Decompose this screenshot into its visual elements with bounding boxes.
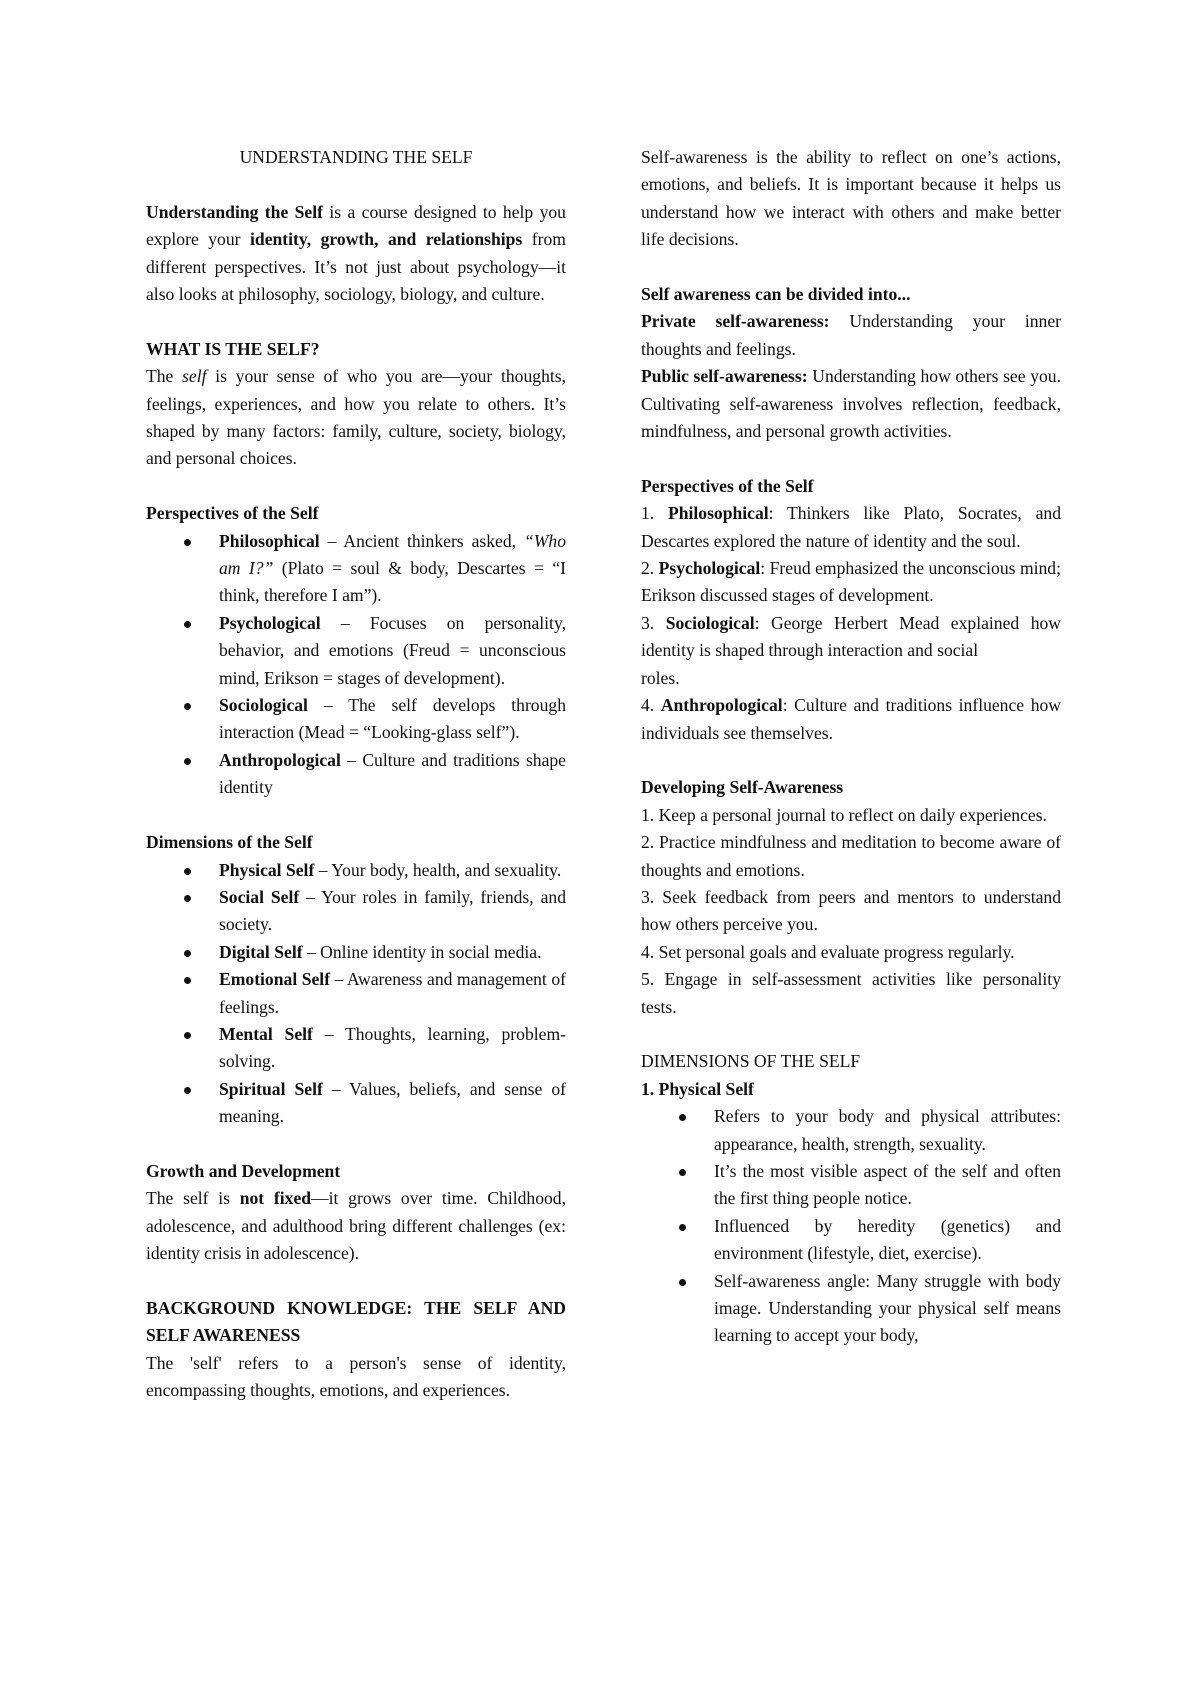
item-term: Philosophical — [219, 530, 320, 551]
growth-text-1: The self is — [146, 1188, 240, 1209]
bullet-icon — [184, 621, 191, 628]
item-text: Influenced by heredity (genetics) and environment (lifestyle, diet, exercise). — [714, 1215, 1061, 1264]
physical-self-heading: 1. Physical Self — [641, 1078, 754, 1099]
what-text-2: is your sense of who you are—your thoughts, feelings, experiences, and how you relate to others. It’s shaped by many factors: family, culture, society, biology, and personal choices. — [146, 366, 566, 469]
background-paragraph: The 'self' refers to a person's sense of identity, encompassing thoughts, emotions, and experiences. — [146, 1352, 566, 1401]
intro-text-1: is a course designed to help you explore your — [146, 201, 566, 250]
bullet-icon — [679, 1169, 686, 1176]
numbered-item: 4. Set personal goals and evaluate progress regularly. — [641, 941, 1015, 962]
item-term: Sociological — [665, 612, 755, 633]
developing-heading: Developing Self-Awareness — [641, 777, 844, 798]
growth-paragraph — [146, 1185, 566, 1267]
item-text: – Awareness and management of feelings. — [219, 969, 566, 1017]
numbered-item: 5. Engage in self-assessment activities like personality tests. — [641, 969, 1061, 1017]
list-item — [146, 1076, 566, 1131]
dimensions-of-self-heading: DIMENSIONS OF THE SELF — [641, 1051, 861, 1072]
item-text: – Focuses on personality, behavior, and emotions (Freud = unconscious mind, Erikson = stages of development). — [219, 612, 566, 688]
what-is-self-heading: WHAT IS THE SELF? — [146, 338, 320, 359]
item-text: Refers to your body and physical attributes: appearance, health, strength, sexuality. — [714, 1106, 1061, 1154]
list-item — [146, 939, 566, 966]
item-term: Public self-awareness: — [641, 366, 808, 387]
what-italic: self — [182, 366, 207, 387]
list-item — [146, 692, 566, 747]
bullet-icon — [679, 1114, 686, 1121]
list-item — [146, 857, 566, 884]
background-heading: BACKGROUND KNOWLEDGE: THE SELF AND SELF AWARENESS — [146, 1297, 566, 1346]
perspectives-heading: Perspectives of the Self — [146, 503, 319, 524]
dimensions-heading: Dimensions of the Self — [146, 832, 313, 853]
item-text: – Your body, health, and sexuality. — [314, 859, 562, 880]
item-text: Understanding your inner thoughts and feelings. — [641, 311, 1061, 359]
item-term: Psychological — [658, 558, 761, 579]
perspectives-list — [146, 528, 566, 802]
page-title: UNDERSTANDING THE SELF — [239, 147, 473, 167]
list-item — [641, 1268, 1061, 1350]
growth-text-2: —it grows over time. Childhood, adolescence, and adulthood bring different challenges (ex: identity crisis in adolescence). — [146, 1188, 567, 1264]
item-text: – The self develops through interaction (Mead = “Looking-glass self”). — [219, 695, 566, 743]
item-text: : Freud emphasized the unconscious mind; Erikson discussed stages of development. — [641, 558, 1061, 606]
numbered-item — [641, 555, 1061, 610]
item-term: Mental Self — [219, 1023, 313, 1044]
numbered-item — [641, 500, 1061, 555]
intro-bold-2: identity, growth, and relationships — [250, 229, 523, 250]
bullet-icon — [184, 1087, 191, 1094]
bullet-icon — [184, 868, 191, 875]
item-text: It’s the most visible aspect of the self and often the first thing people notice. — [714, 1160, 1061, 1209]
item-italic: “Who am I?” — [219, 530, 566, 579]
list-item — [146, 610, 566, 692]
item-text: – Culture and traditions shape identity — [219, 749, 566, 798]
numbered-item: 2. Practice mindfulness and meditation to become aware of thoughts and emotions. — [641, 832, 1061, 880]
list-item — [146, 528, 566, 610]
item-term: Philosophical — [667, 503, 769, 524]
item-text: Self-awareness angle: Many struggle with body image. Understanding your physical self means learning to accept your body, — [714, 1270, 1061, 1346]
item-term: Social Self — [219, 886, 300, 907]
what-text-1: The — [146, 366, 183, 387]
numbered-item — [641, 610, 1061, 665]
private-awareness — [641, 308, 1061, 363]
item-term: Physical Self — [219, 859, 315, 880]
item-term: Anthropological — [660, 695, 783, 716]
item-term: Private self-awareness: — [641, 311, 830, 332]
numbered-item: 3. Seek feedback from peers and mentors to understand how others perceive you. — [641, 886, 1061, 935]
left-column — [146, 144, 566, 1405]
right-column — [641, 144, 1061, 1350]
public-awareness — [641, 363, 1061, 445]
numbered-item-continuation: roles. — [641, 667, 680, 688]
growth-heading: Growth and Development — [146, 1160, 341, 1181]
item-text: – Values, beliefs, and sense of meaning. — [219, 1078, 566, 1127]
list-item — [146, 747, 566, 802]
item-text: – Ancient thinkers asked, — [319, 530, 524, 551]
list-item — [146, 884, 566, 939]
list-item — [146, 966, 566, 1021]
item-text: : George Herbert Mead explained how identity is shaped through interaction and social — [641, 612, 1061, 661]
bullet-icon — [184, 539, 191, 546]
self-awareness-paragraph: Self-awareness is the ability to reflect on one’s actions, emotions, and beliefs. It is important because it helps us understand how we interact with others and make better life decisions. — [641, 147, 1061, 250]
bullet-icon — [184, 758, 191, 765]
list-item — [641, 1103, 1061, 1158]
item-text: – Your roles in family, friends, and society. — [219, 886, 566, 935]
list-item — [641, 1213, 1061, 1268]
numbered-item: 1. Keep a personal journal to reflect on daily experiences. — [641, 804, 1047, 825]
intro-bold-1: Understanding the Self — [146, 201, 323, 222]
bullet-icon — [679, 1224, 686, 1231]
item-number: 4. — [641, 695, 661, 716]
item-term: Psychological — [219, 612, 321, 633]
bullet-icon — [679, 1279, 686, 1286]
list-item — [146, 1021, 566, 1076]
bullet-icon — [184, 950, 191, 957]
item-number: 3. — [641, 612, 666, 633]
growth-bold: not fixed — [239, 1188, 312, 1209]
divided-heading: Self awareness can be divided into... — [641, 284, 911, 305]
intro-paragraph — [146, 199, 566, 309]
item-term: Digital Self — [219, 941, 303, 962]
right-perspectives-heading: Perspectives of the Self — [641, 475, 814, 496]
item-term: Emotional Self — [219, 969, 331, 990]
dimensions-list — [146, 857, 566, 1131]
item-text: : Thinkers like Plato, Socrates, and Descartes explored the nature of identity and the soul. — [641, 503, 1061, 551]
list-item — [641, 1158, 1061, 1213]
physical-self-list — [641, 1103, 1061, 1350]
item-term: Anthropological — [219, 749, 341, 770]
item-text: – Thoughts, learning, problem-solving. — [219, 1023, 566, 1072]
item-text: Understanding how others see you. Cultivating self-awareness involves reflection, feedback, mindfulness, and personal growth activities. — [641, 366, 1061, 442]
bullet-icon — [184, 895, 191, 902]
bullet-icon — [184, 977, 191, 984]
item-term: Spiritual Self — [219, 1078, 323, 1099]
item-number: 2. — [641, 558, 659, 579]
what-is-self-paragraph — [146, 363, 566, 473]
intro-text-2: from different perspectives. It’s not just about psychology—it also looks at philosophy, sociology, biology, and culture. — [146, 229, 566, 305]
item-term: Sociological — [219, 695, 308, 716]
bullet-icon — [184, 1032, 191, 1039]
item-text: – Online identity in social media. — [302, 941, 542, 962]
numbered-item — [641, 692, 1061, 747]
item-text-2: (Plato = soul & body, Descartes = “I think, therefore I am”). — [219, 558, 566, 606]
bullet-icon — [184, 703, 191, 710]
item-text: : Culture and traditions influence how individuals see themselves. — [641, 695, 1062, 743]
item-number: 1. — [641, 503, 668, 524]
